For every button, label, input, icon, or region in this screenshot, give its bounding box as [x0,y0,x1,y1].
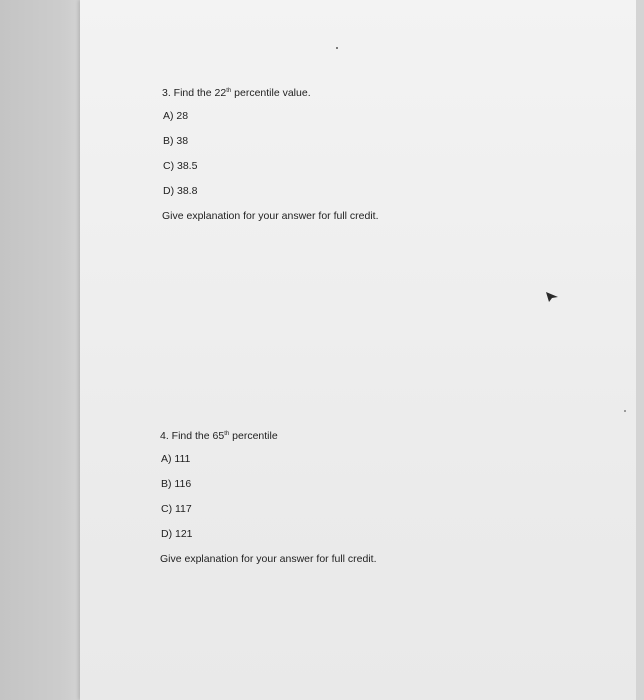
answer-option-c: C) 117 [161,503,192,515]
answer-option-a: A) 28 [163,110,189,122]
answer-option-a: A) 111 [161,453,191,465]
mouse-pointer-icon [545,291,559,303]
answer-option-b: B) 38 [163,135,189,147]
speck-mark [336,47,338,49]
speck-mark-right [624,410,626,412]
answer-option-d: D) 121 [161,528,193,540]
paper-right-edge [636,0,644,700]
explanation-note: Give explanation for your answer for full credit. [162,210,379,222]
explanation-note: Give explanation for your answer for full credit. [160,553,377,565]
question-title-suffix: percentile value. [231,87,311,99]
answer-option-b: B) 116 [161,478,192,490]
question-title [160,427,377,441]
answer-option-d: D) 38.8 [163,185,198,197]
question-4 [160,427,377,566]
question-title-prefix: 4. Find the 65 [160,430,225,442]
ordinal-suffix: th [224,431,230,437]
question-title-suffix: percentile [229,430,278,442]
question-title [162,84,379,98]
ordinal-suffix: th [226,88,232,94]
question-3 [162,84,379,223]
question-title-prefix: 3. Find the 22 [162,87,227,99]
answer-option-c: C) 38.5 [163,160,198,172]
